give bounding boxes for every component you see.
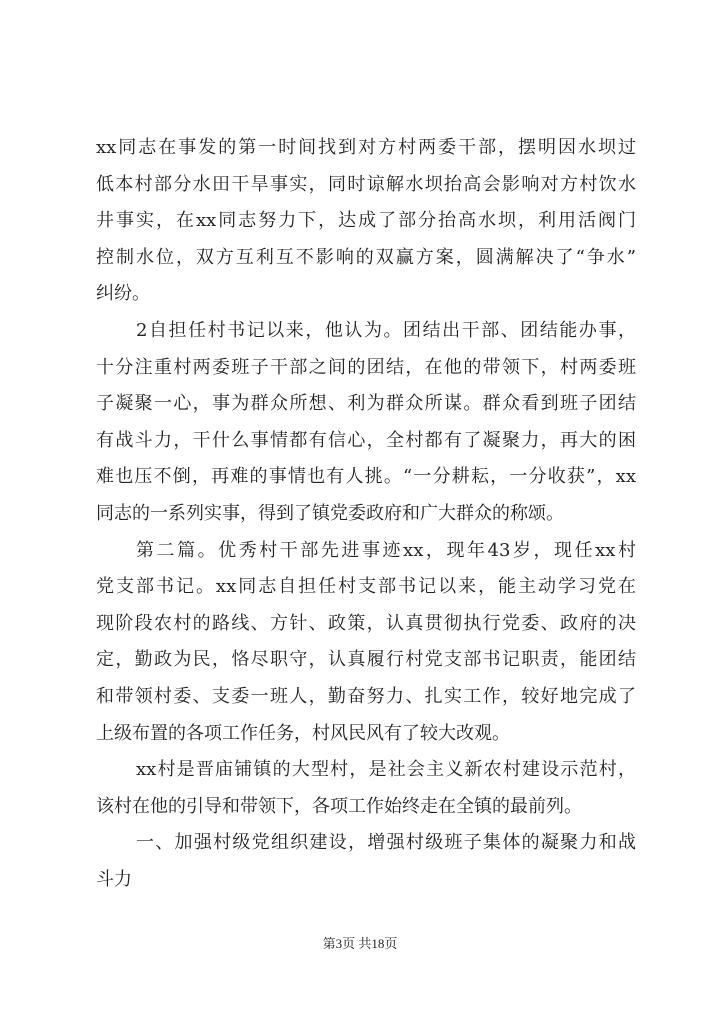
text-line: 子凝聚一心，事为群众所想、利为群众所谋。群众看到班子团结 [96, 393, 636, 415]
text-line: 井事实，在xx同志努力下，达成了部分抬高水坝，利用活阀门 [96, 210, 636, 232]
paragraph [96, 533, 636, 753]
text-line: xx同志在事发的第一时间找到对方村两委干部，摆明因水坝过 [96, 137, 636, 158]
text-line: 难也压不倒，再难的事情也有人挑。“一分耕耘，一分收获”，xx [96, 466, 636, 488]
text-line: 一、加强村级党组织建设，增强村级班子集体的凝聚力和战 [136, 832, 636, 854]
document-body [96, 130, 636, 898]
paragraph [96, 130, 636, 313]
paragraph [96, 752, 636, 825]
text-line: 第二篇。优秀村干部先进事迹xx，现年43岁，现任xx村 [136, 539, 636, 561]
text-line: xx村是晋庙铺镇的大型村，是社会主义新农村建设示范村， [136, 759, 636, 781]
text-line: 党支部书记。xx同志自担任村支部书记以来，能主动学习党在 [96, 576, 636, 598]
text-line: 定，勤政为民，恪尽职守，认真履行村党支部书记职责，能团结 [96, 649, 636, 671]
paragraph [96, 313, 636, 533]
text-line: 该村在他的引导和带领下，各项工作始终走在全镇的最前列。 [96, 795, 582, 817]
text-line: 同志的一系列实事，得到了镇党委政府和广大群众的称颂。 [96, 502, 564, 524]
text-line: 有战斗力，干什么事情都有信心，全村都有了凝聚力，再大的困 [96, 429, 636, 451]
text-line: 2自担任村书记以来，他认为。团结出干部、团结能办事， [136, 319, 636, 341]
paragraph [96, 825, 636, 898]
text-line: 十分注重村两委班子干部之间的团结，在他的带领下，村两委班 [96, 356, 636, 378]
text-line: 控制水位，双方互利互不影响的双赢方案，圆满解决了“争水” [96, 246, 636, 268]
text-line: 上级布置的各项工作任务，村风民风有了较大改观。 [96, 722, 510, 744]
text-line: 和带领村委、支委一班人，勤奋努力、扎实工作，较好地完成了 [96, 685, 636, 707]
text-line: 斗力 [96, 868, 132, 890]
text-line: 现阶段农村的路线、方针、政策，认真贯彻执行党委、政府的决 [96, 612, 636, 634]
text-line: 纠纷。 [96, 283, 150, 305]
text-line: 低本村部分水田干旱事实，同时谅解水坝抬高会影响对方村饮水 [96, 173, 636, 195]
page-footer: 第3页 共18页 [322, 936, 398, 951]
